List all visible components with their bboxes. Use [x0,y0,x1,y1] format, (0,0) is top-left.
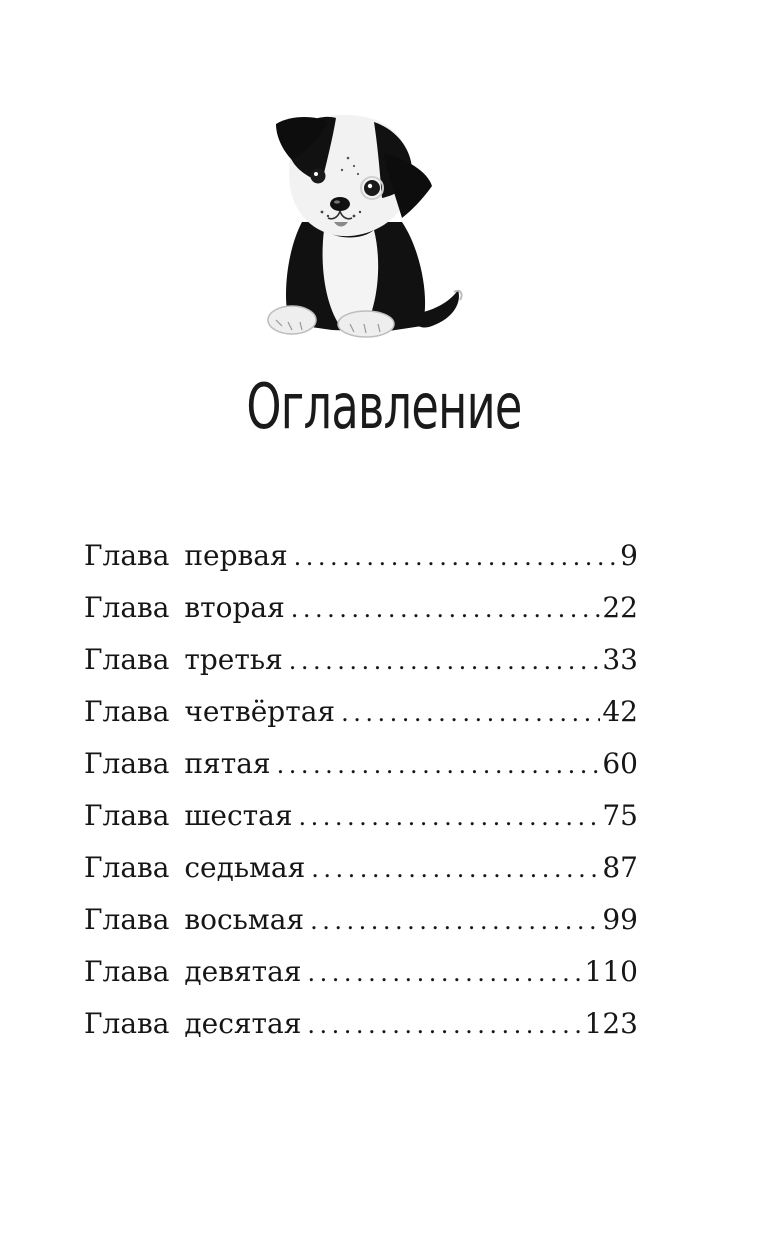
puppy-nose [330,197,350,211]
toc-entry [84,998,638,1050]
table-of-contents [84,530,638,1050]
toc-entry-page: 33 [602,643,638,676]
toc-dot-leader [307,947,582,999]
toc-entry [84,894,638,946]
toc-dot-leader [310,895,600,947]
page-title: Оглавление [246,370,522,443]
toc-entry-page: 99 [602,903,638,936]
toc-entry [84,530,638,582]
toc-dot-leader [294,531,619,583]
toc-entry-page: 42 [602,695,638,728]
puppy-illustration [262,112,468,344]
toc-entry-label: Глава восьмая [84,903,305,936]
toc-entry [84,790,638,842]
toc-dot-leader [289,635,601,687]
puppy-paw-right [338,311,394,337]
toc-entry-page: 75 [602,799,638,832]
toc-entry [84,946,638,998]
toc-entry-page: 22 [602,591,638,624]
toc-entry-page: 87 [602,851,638,884]
toc-entry-label: Глава седьмая [84,851,306,884]
toc-entry-label: Глава пятая [84,747,271,780]
toc-entry-label: Глава третья [84,643,283,676]
toc-entry-label: Глава десятая [84,1007,302,1040]
toc-entry-label: Глава четвёртая [84,695,336,728]
toc-dot-leader [277,739,601,791]
toc-dot-leader [299,791,601,843]
toc-entry-page: 123 [584,1007,638,1040]
toc-entry-page: 9 [620,539,638,572]
toc-entry-page: 60 [602,747,638,780]
toc-dot-leader [307,999,582,1051]
toc-entry-label: Глава первая [84,539,288,572]
toc-entry [84,686,638,738]
toc-dot-leader [341,687,600,739]
puppy-eye-right [364,180,380,196]
toc-entry [84,582,638,634]
toc-dot-leader [291,583,601,635]
toc-entry [84,738,638,790]
toc-entry-label: Глава вторая [84,591,285,624]
toc-entry [84,842,638,894]
toc-entry-label: Глава девятая [84,955,302,988]
toc-entry-label: Глава шестая [84,799,293,832]
toc-dot-leader [311,843,600,895]
toc-entry-page: 110 [584,955,638,988]
puppy-eye-left [311,169,326,184]
toc-entry [84,634,638,686]
